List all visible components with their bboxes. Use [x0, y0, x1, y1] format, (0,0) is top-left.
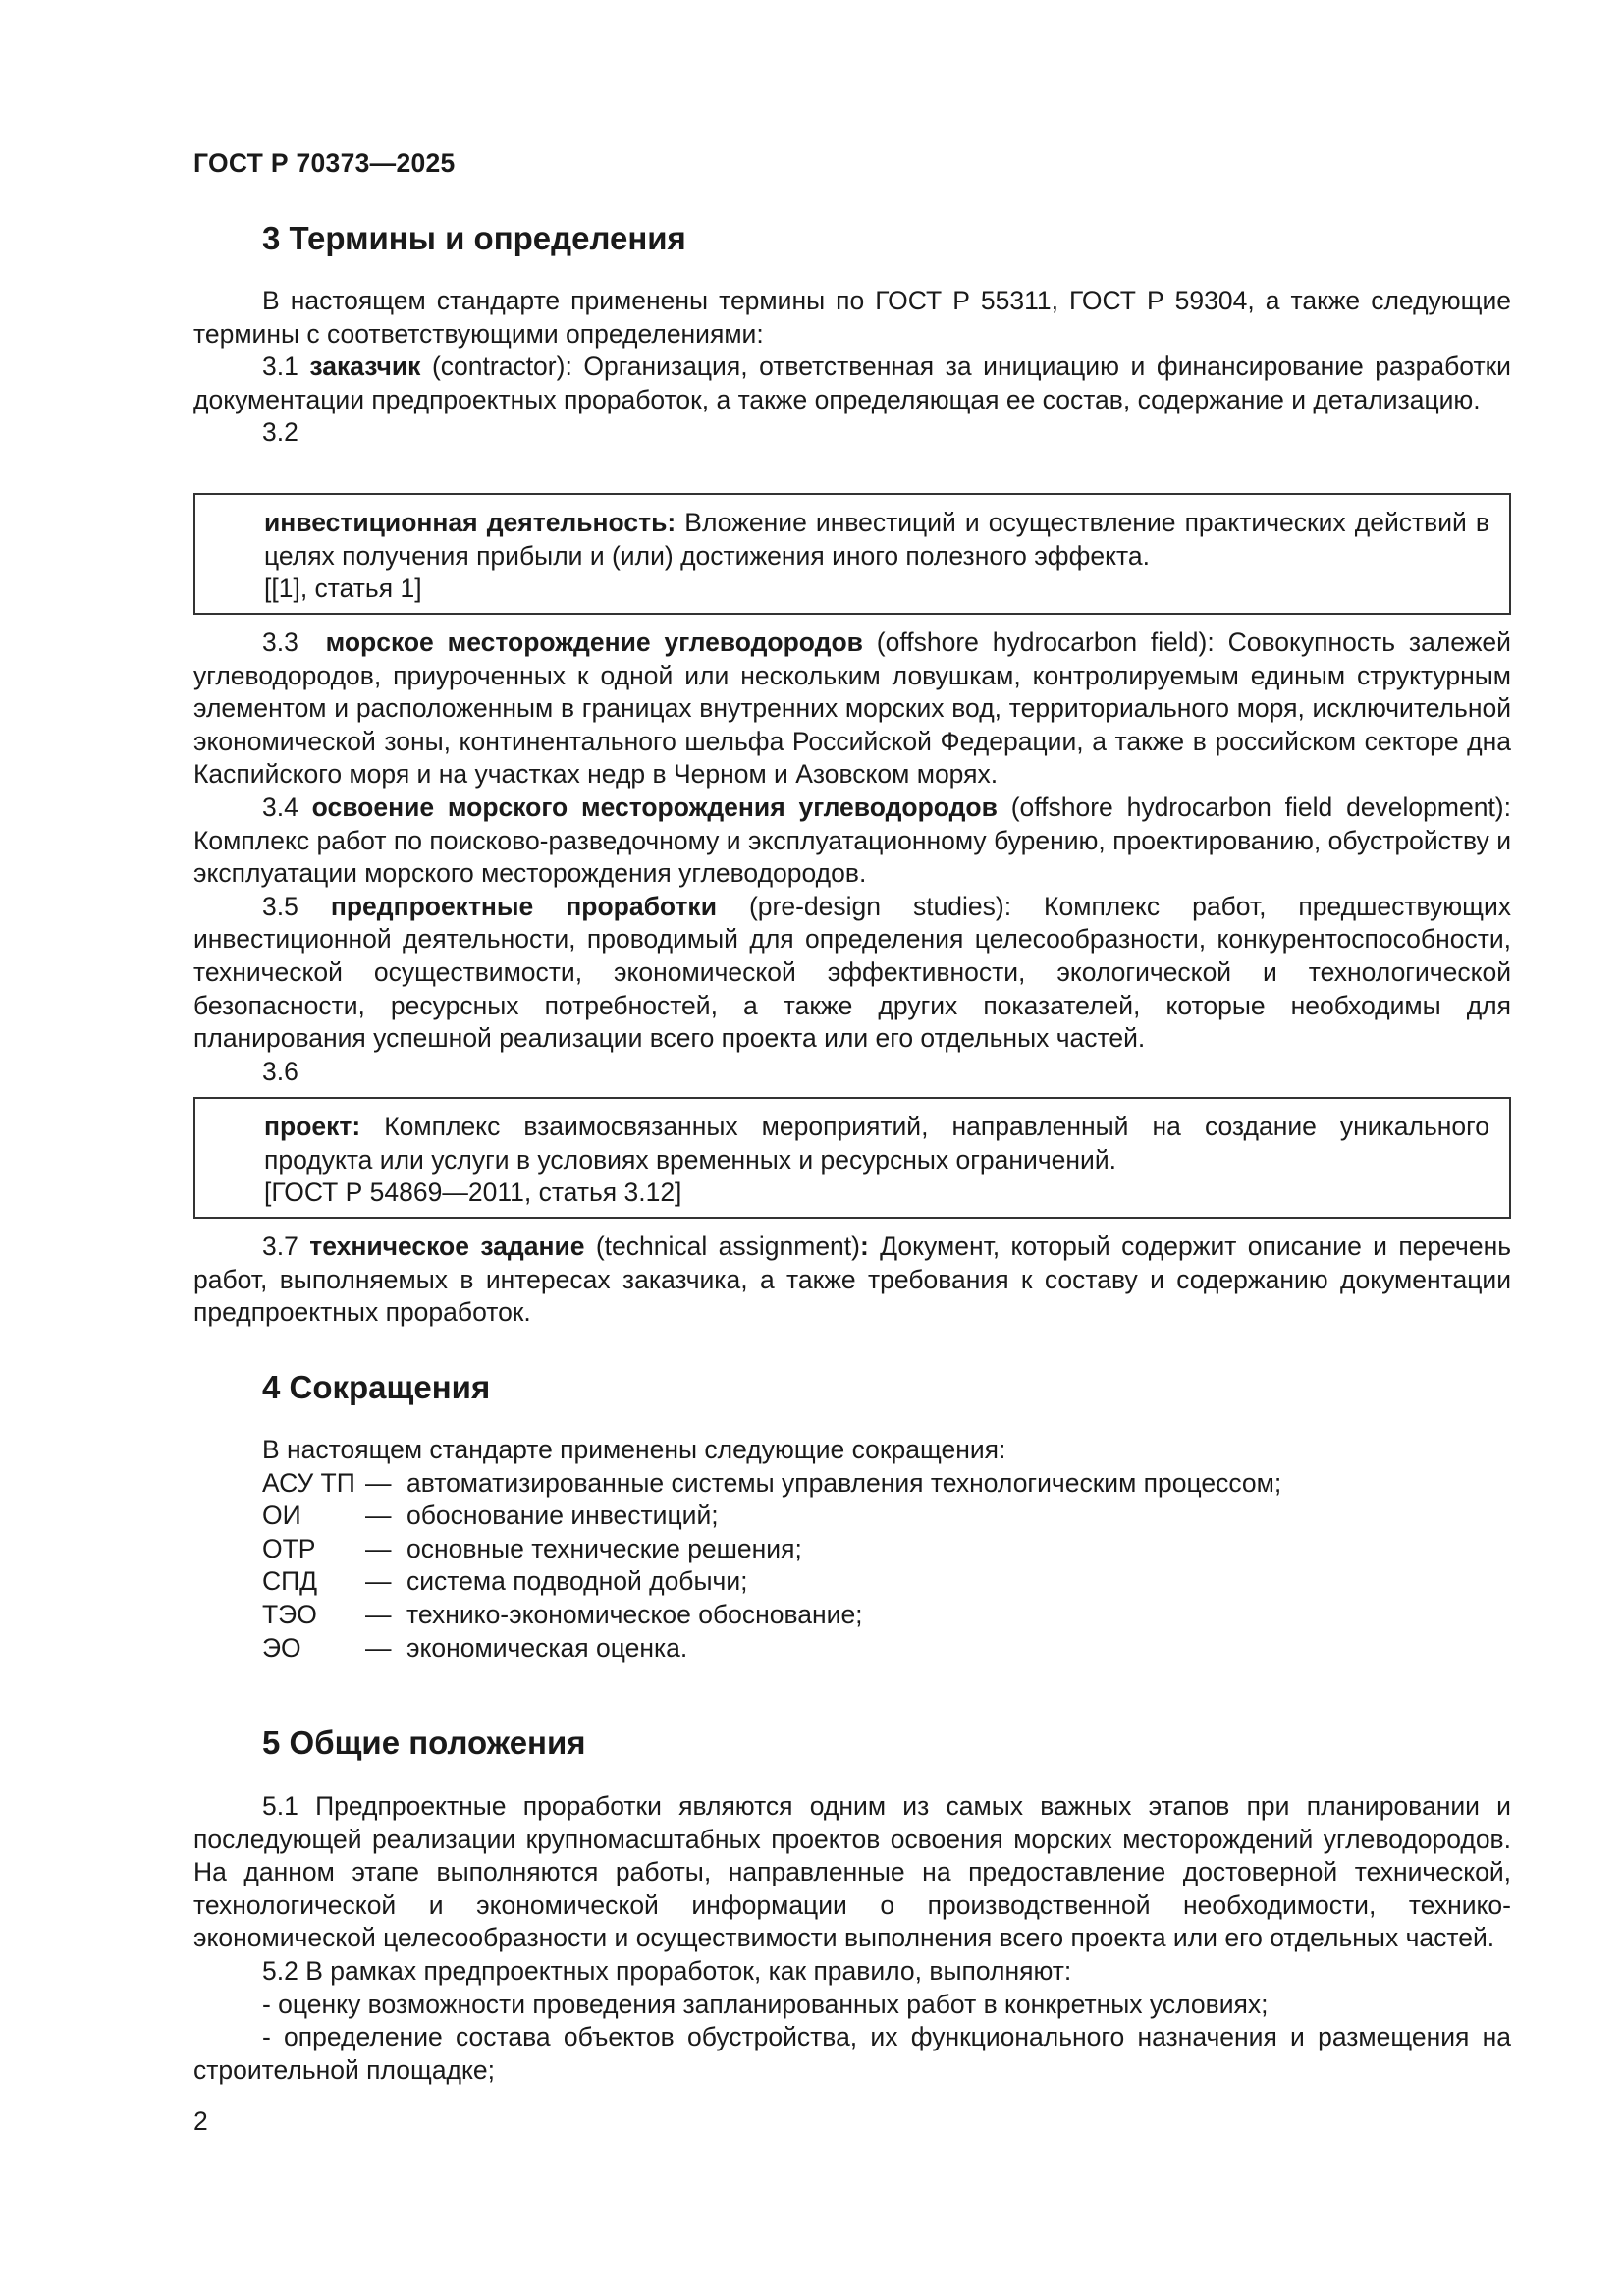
term-definition: Вложение инвестиций и осуществление практических действий в целях получения прибыли и (или) достижения иного полезного эффекта. [264, 508, 1489, 571]
document-header: ГОСТ Р 70373—2025 [193, 148, 456, 178]
term-colon: : [859, 1231, 869, 1261]
term-name: инвестиционная деятельность: [264, 508, 676, 537]
term-number: 3.1 [262, 352, 298, 382]
abbreviation-meaning: экономическая оценка. [406, 1632, 688, 1663]
term-name: предпроектные проработки [330, 891, 717, 921]
section-3 [193, 219, 1511, 258]
abbreviation-meaning: автоматизированные системы управления технологическим процессом; [406, 1467, 1282, 1498]
abbreviation: ОИ [262, 1501, 301, 1531]
term-number: 3.7 [262, 1231, 298, 1261]
section-title: 3 Термины и определения [262, 220, 686, 256]
section-intro: В настоящем стандарте применены следующие сокращения: [262, 1435, 1006, 1464]
term-definition: (contractor): Организация, ответственная за инициацию и финансирование разработки документации предпроектных проработок, а также определяющая ее состав, содержание и детализацию. [193, 352, 1511, 414]
term-number: 3.3 [262, 628, 298, 657]
abbreviation-meaning: обоснование инвестиций; [406, 1501, 719, 1531]
term-definition: (pre-design studies): Комплекс работ, предшествующих инвестиционной деятельности, проводимый для определения целесообразности, конкурентоспособности, технической осуществимости, экономической эффективности, экологической и технологической безопасности, ресурсных потребностей, а также других показателей, которые необходимы для планирования успешной реализации всего проекта или его отдельных частей. [193, 891, 1511, 1054]
abbreviation-row [193, 1599, 1511, 1632]
abbreviation-row [193, 1467, 1511, 1501]
abbreviation: ОТР [262, 1533, 316, 1563]
abbreviation-row [193, 1533, 1511, 1566]
term-3-4 [193, 792, 1511, 891]
section-3-body-3 [193, 1230, 1511, 1330]
term-definition: Документ, который содержит описание и перечень работ, выполняемых в интересах заказчика, а также требования к составу и содержанию документации предпроектных проработок. [193, 1231, 1512, 1328]
section-4-body [193, 1434, 1511, 1665]
list-item: - определение состава объектов обустройства, их функционального назначения и размещения на строительной площадке; [193, 2022, 1511, 2085]
section-5-body [193, 1790, 1511, 2087]
term-name: заказчик [309, 352, 421, 382]
term-3-2-box [193, 493, 1511, 615]
abbreviation-row [193, 1500, 1511, 1533]
abbreviation: ЭО [262, 1632, 301, 1663]
abbreviation: ТЭО [262, 1599, 317, 1629]
term-name: проект: [264, 1112, 361, 1141]
term-3-5 [193, 891, 1511, 1056]
paragraph-5-1: 5.1 Предпроектные проработки являются одним из самых важных этапов при планировании и последующей реализации крупномасштабных проектов освоения морских месторождений углеводородов. На данном этапе выполняются работы, направленные на предоставление достоверной технической, технологической и экономической информации о производственной необходимости, технико-экономической целесообразности и осуществимости выполнения всего проекта или его отдельных частей. [193, 1791, 1511, 1953]
term-number: 3.2 [262, 417, 298, 448]
abbreviation: СПД [262, 1566, 318, 1597]
term-definition: (offshore hydrocarbon field): Совокупность залежей углеводородов, приуроченных к одной или нескольким ловушкам, контролируемым единым структурным элементом и расположенным в границах внутренних морских вод, территориального моря, исключительной экономической зоны, континентального шельфа Российской Федерации, а также в российском секторе дна Каспийского моря и на участках недр в Черном и Азовском морях. [193, 628, 1511, 790]
term-3-1 [193, 351, 1511, 416]
term-english: (technical assignment) [584, 1231, 860, 1261]
section-3-body [193, 285, 1511, 450]
term-3-3 [193, 627, 1511, 792]
term-3-6-box [193, 1097, 1511, 1219]
abbreviation-dash: — [365, 1501, 392, 1531]
definition-source: [[1], статья 1] [264, 574, 422, 604]
abbreviation-meaning: технико-экономическое обоснование; [406, 1599, 863, 1629]
abbreviation-dash: — [365, 1632, 392, 1663]
abbreviation-dash: — [365, 1599, 392, 1629]
abbreviation-dash: — [365, 1533, 392, 1563]
abbreviation-row [193, 1632, 1511, 1666]
term-definition: Комплекс взаимосвязанных мероприятий, направленный на создание уникального продукта или услуги в условиях временных и ресурсных ограничений. [264, 1112, 1489, 1175]
page-number: 2 [193, 2106, 208, 2136]
term-3-7 [193, 1230, 1511, 1330]
boxed-definition [264, 1111, 1489, 1176]
term-name: освоение морского месторождения углеводородов [311, 792, 998, 822]
abbreviation-row [193, 1565, 1511, 1599]
term-name: техническое задание [309, 1231, 585, 1261]
list-item: - оценку возможности проведения запланированных работ в конкретных условиях; [262, 1989, 1269, 2019]
section-5 [193, 1723, 1511, 1763]
section-4 [193, 1368, 1511, 1407]
paragraph-5-2: 5.2 В рамках предпроектных проработок, как правило, выполняют: [262, 1955, 1072, 1986]
abbreviation-meaning: основные технические решения; [406, 1533, 802, 1563]
abbreviation-dash: — [365, 1566, 392, 1597]
term-number: 3.5 [262, 891, 298, 921]
term-number: 3.4 [262, 792, 298, 822]
abbreviation-meaning: система подводной добычи; [406, 1566, 748, 1597]
definition-source: [ГОСТ Р 54869—2011, статья 3.12] [264, 1177, 682, 1208]
section-intro: В настоящем стандарте применены термины по ГОСТ Р 55311, ГОСТ Р 59304, а также следующие термины с соответствующими определениями: [193, 286, 1511, 349]
term-name: морское месторождение углеводородов [325, 628, 863, 657]
section-title: 4 Сокращения [262, 1369, 491, 1405]
term-number: 3.6 [262, 1056, 298, 1086]
abbreviation-dash: — [365, 1467, 392, 1498]
section-title: 5 Общие положения [262, 1724, 586, 1761]
abbreviation: АСУ ТП [262, 1467, 355, 1498]
term-definition: (offshore hydrocarbon field development): Комплекс работ по поисково-разведочному и эксплуатационному бурению, проектированию, обустройству и эксплуатации морского месторождения углеводородов. [193, 792, 1511, 889]
section-3-body-2 [193, 627, 1511, 1088]
boxed-definition [264, 507, 1489, 573]
